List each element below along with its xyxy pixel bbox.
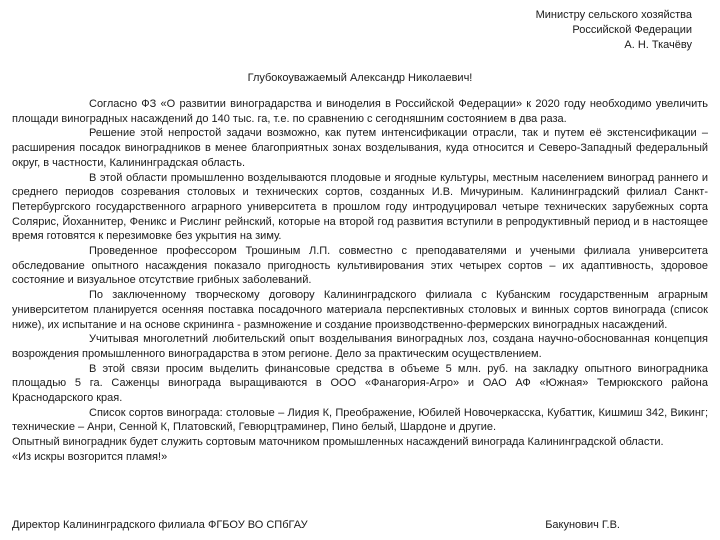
salutation: Глубокоуважаемый Александр Николаевич!	[247, 72, 473, 84]
paragraph: В этой связи просим выделить финансовые средства в объеме 5 млн. руб. на закладку опытного виноградника площадью 5 га. Саженцы винограда выращиваются в ООО «Фанагория-Агро» и ОАО АФ «Южная» Темрюкского района Краснодарского края.	[12, 362, 708, 405]
addressee-line: А. Н. Ткачёву	[624, 39, 692, 51]
paragraph: Опытный виноградник будет служить сортовым маточником промышленных насаждений винограда Калининградской области.	[12, 436, 664, 449]
signature-block	[12, 518, 620, 532]
paragraph: Учитывая многолетний любительский опыт возделывания виноградных лоз, создана научно-обоснованная концепция возрождения промышленного виноградарства в этом регионе. Дело за практическим осуществлением.	[12, 333, 708, 360]
addressee-block	[536, 8, 692, 53]
letter-body	[12, 97, 708, 465]
signature-name: Бакунович Г.В.	[545, 519, 620, 531]
paragraph: Решение этой непростой задачи возможно, как путем интенсификации отрасли, так и путем её экстенсификации – расширения посадок виноградников в менее благоприятных зонах возделывания, куда относится и Северо-Западный федеральный округ, в частности, Калининградская область.	[12, 127, 708, 169]
paragraph-closing-quote: «Из искры возгорится пламя!»	[12, 450, 168, 463]
paragraph: Проведенное профессором Трошиным Л.П. совместно с преподавателями и учеными филиала университета обследование опытного насаждения показало пригодность культивирования этих четырех сортов – их адаптивность, здоровое состояние и визуальное отсутствие грибных заболеваний.	[12, 245, 708, 287]
signature-position: Директор Калининградского филиала ФГБОУ ВО СПбГАУ	[12, 519, 308, 531]
paragraph: В этой области промышленно возделываются плодовые и ягодные культуры, местным населением виноград раннего и среднего периодов созревания столовых и технических сортов, созданных И.В. Мичуриным. Калининградский филиал Санкт-Петербургского государственного аграрного университета в прошлом году интродуцировал четыре технических зарубежных сорта Солярис, Йоханнитер, Феникс и Рислинг рейнский, которые на второй год развития вступили в репродуктивный период и в настоящее время готовятся к перезимовке без укрытия на зиму.	[12, 171, 708, 243]
paragraph: Список сортов винограда: столовые – Лидия К, Преображение, Юбилей Новочеркасска, Кубаттик, Кишмиш 342, Викинг; технические – Анри, Сенной К, Платовский, Гевюрцтраминер, Пино белый, Шардоне и другие.	[12, 406, 708, 434]
paragraph: Согласно ФЗ «О развитии виноградарства и виноделия в Российской Федерации» к 2020 году необходимо увеличить площади виноградных насаждений до 140 тыс. га, т.е. по сравнению с сегодняшним состоянием в два раза.	[12, 98, 708, 125]
addressee-line: Министру сельского хозяйства	[535, 9, 692, 21]
paragraph: По заключенному творческому договору Калининградского филиала с Кубанским государственным аграрным университетом планируется осенняя поставка посадочного материала перспективных столовых и винных сортов винограда (список ниже), их испытание и на основе скрининга - размножение и создание производственно-фермерских виноградных насаждений.	[12, 289, 708, 331]
addressee-line: Российской Федерации	[572, 24, 692, 36]
